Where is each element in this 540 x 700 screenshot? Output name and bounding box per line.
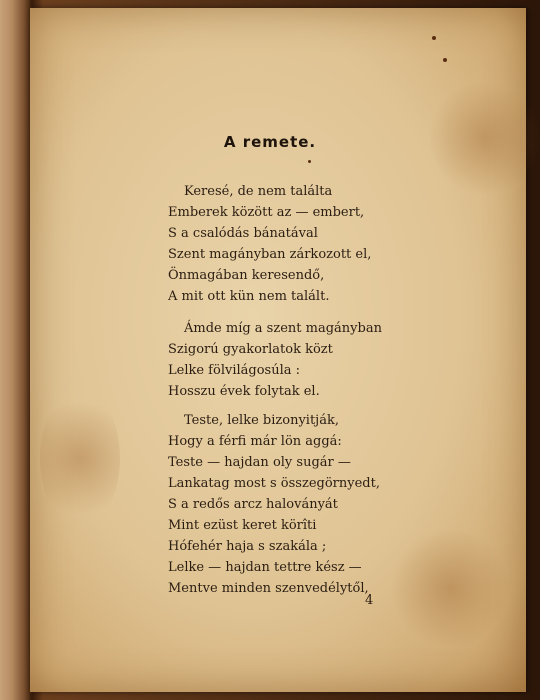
poem-line: Hosszu évek folytak el. [168,384,320,399]
poem-line: Önmagában keresendő, [168,268,325,283]
ink-spot [432,36,436,40]
poem-line: S a redős arcz haloványát [168,497,338,512]
poem-line: Hogy a férfi már lön aggá: [168,434,342,449]
age-stain [390,528,510,648]
age-stain [40,388,120,528]
poem-line: S a csalódás bánatával [168,226,318,241]
stanza-1 [168,181,371,307]
poem-line: Mentve minden szenvedélytől, [168,581,369,596]
poem-title: A remete. [223,133,317,151]
poem-line: Teste, lelke bizonyitják, [184,413,339,428]
stanza-3 [168,410,380,599]
poem-line: Lelke — hajdan tettre kész — [168,560,362,575]
poem-line: Szent magányban zárkozott el, [168,247,372,262]
poem-line: Teste — hajdan oly sugár — [168,455,351,470]
poem-line: A mit ott kün nem talált. [168,289,330,304]
ink-spot [443,58,447,62]
poem-line: Hófehér haja s szakála ; [168,539,327,554]
stanza-2 [168,318,382,402]
ink-spot [308,160,311,163]
page-number: 4 [365,593,374,608]
book-spine [0,0,30,700]
poem-line: Szigorú gyakorlatok közt [168,342,333,357]
poem-line: Lelke fölvilágosúla : [168,363,301,378]
poem-line: Ámde míg a szent magányban [184,321,382,336]
poem-line: Mint ezüst keret körîti [168,518,317,533]
poem-line: Keresé, de nem találta [184,184,333,199]
poem-line: Lankatag most s összegörnyedt, [168,476,380,491]
poem-line: Emberek között az — embert, [168,205,365,220]
